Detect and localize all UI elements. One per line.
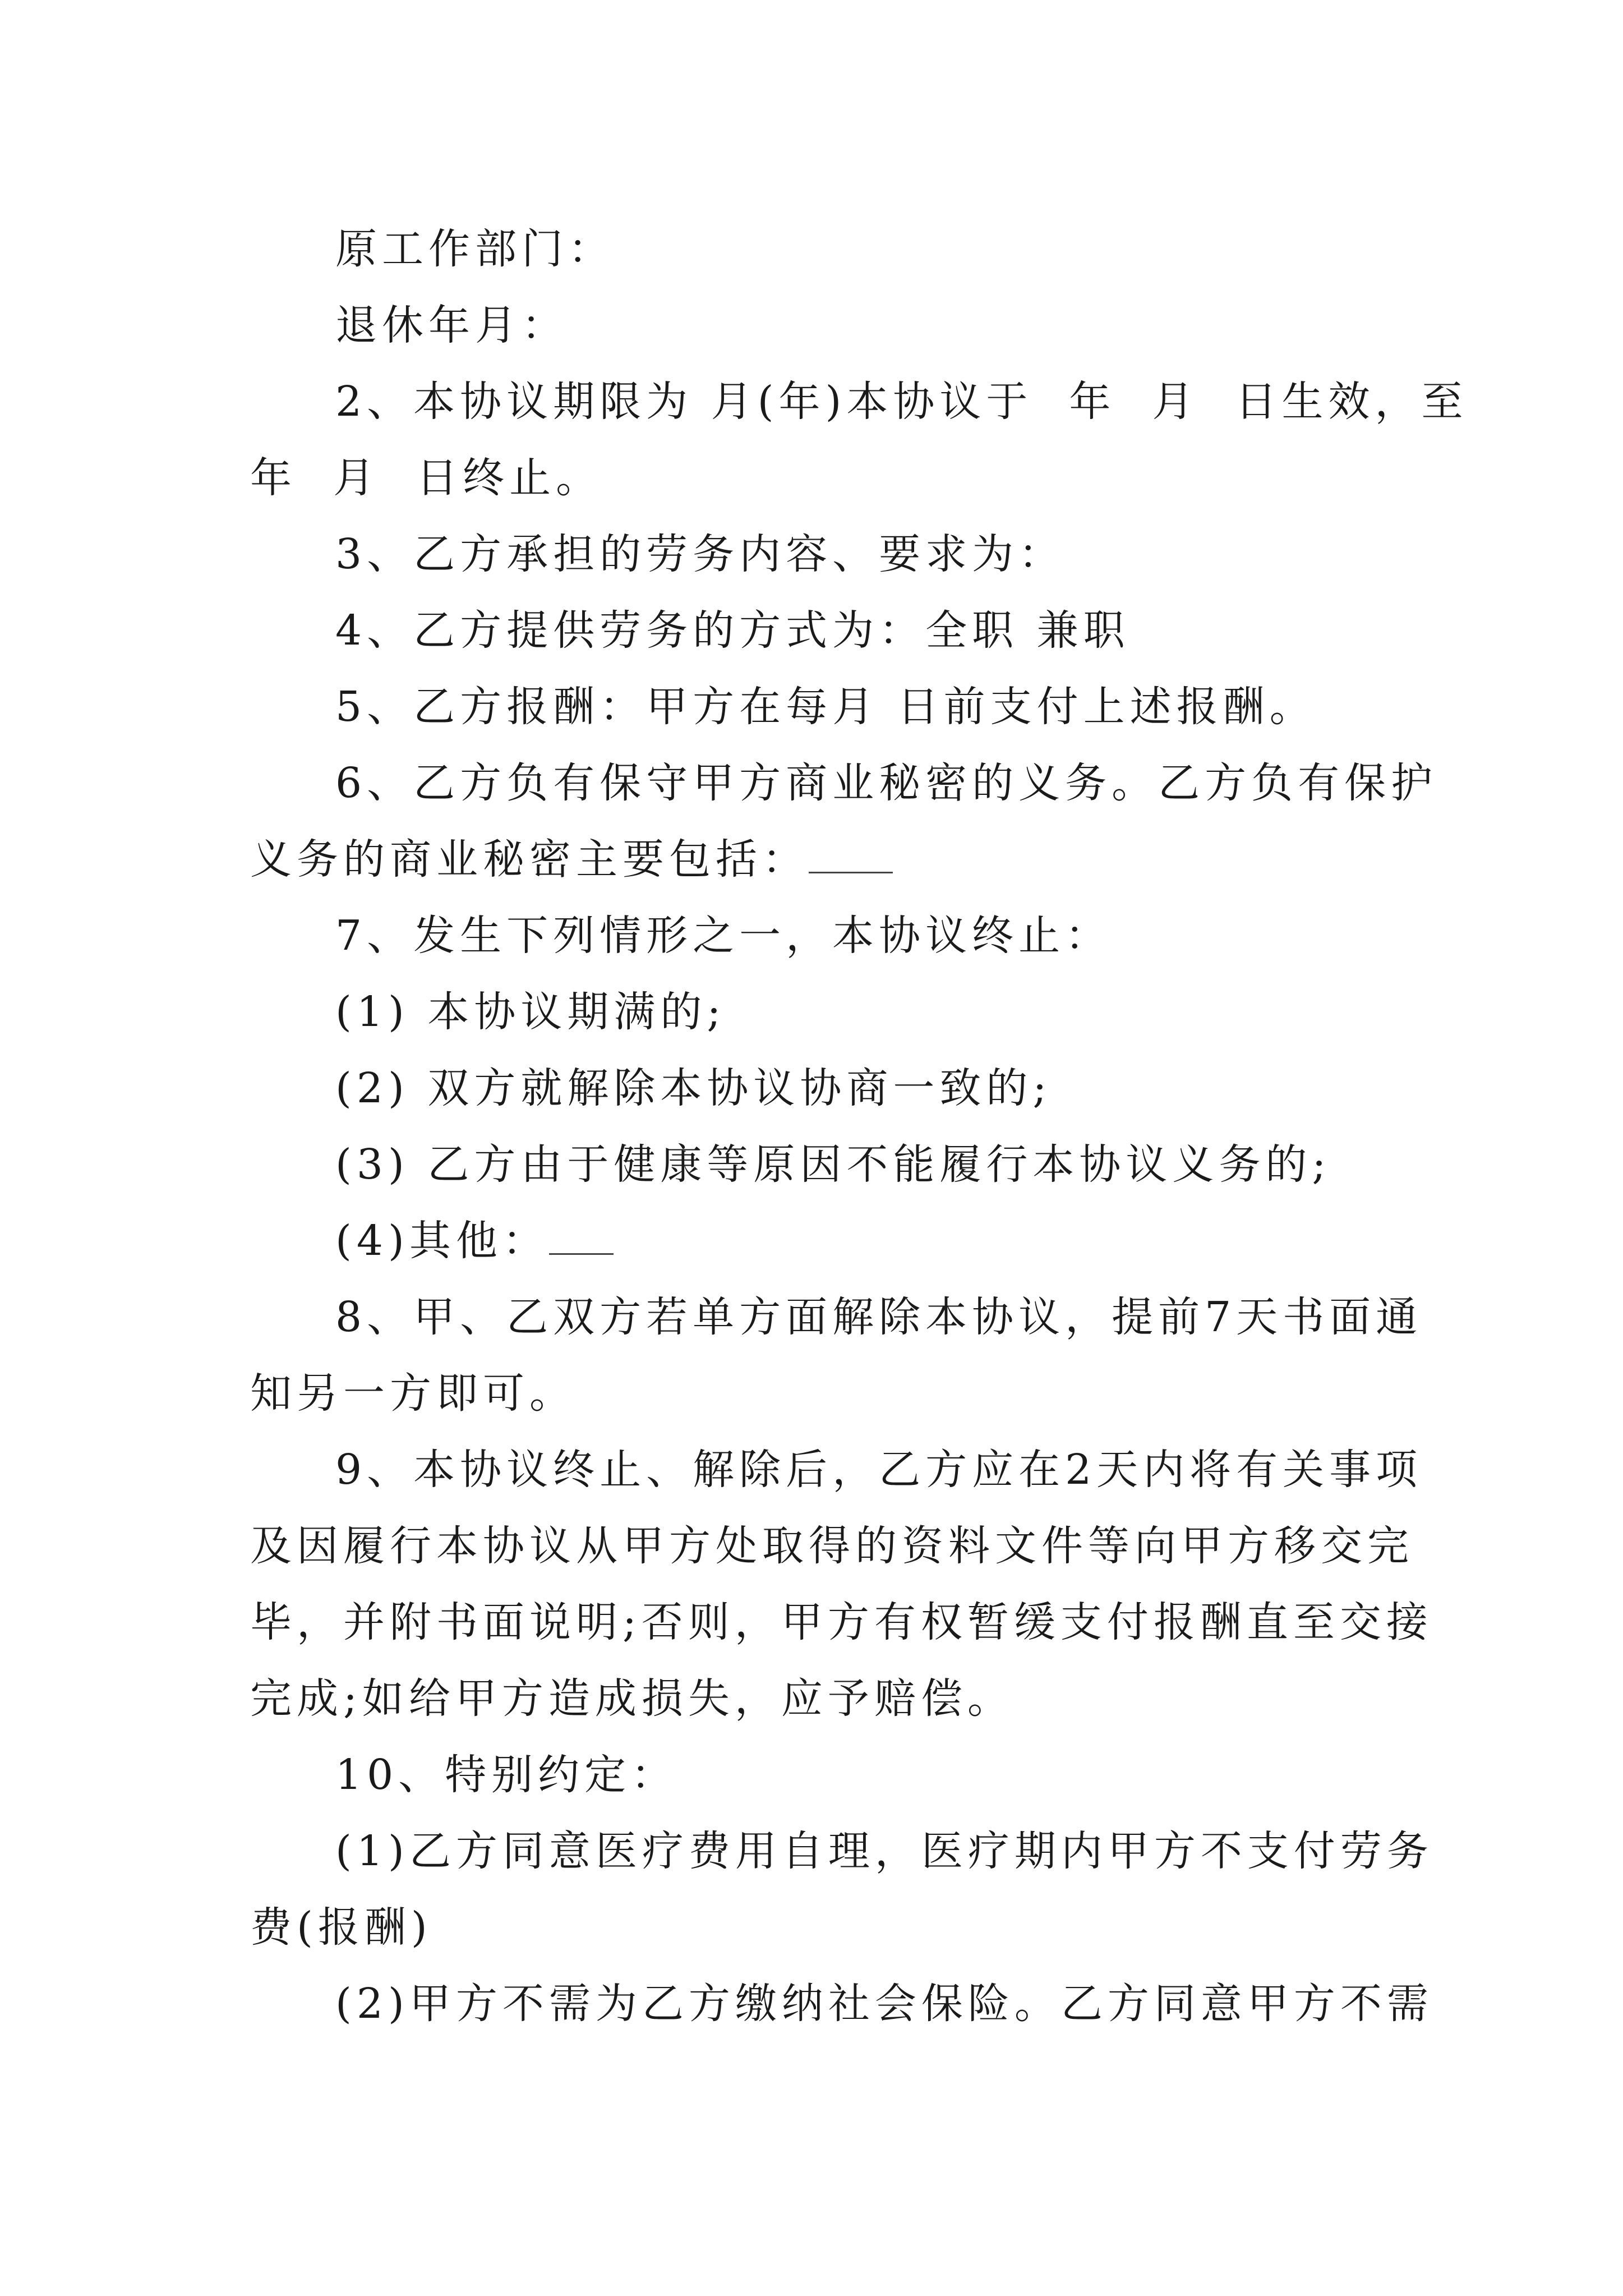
line-clause-9a: 9、本协议终止、解除后，乙方应在2天内将有关事项 xyxy=(335,1446,1423,1494)
line-clause-4: 4、乙方提供劳务的方式为：全职 兼职 xyxy=(335,606,1130,655)
line-clause-7: 7、发生下列情形之一，本协议终止： xyxy=(335,912,1112,960)
line-clause-10-item-1a: (1)乙方同意医疗费用自理，医疗期内甲方不支付劳务 xyxy=(335,1827,1433,1875)
line-clause-7-item-2: (2) 双方就解除本协议协商一致的; xyxy=(335,1064,1052,1112)
line-clause-9d: 完成;如给甲方造成损失，应予赔偿。 xyxy=(250,1674,1014,1723)
line-clause-2a: 2、本协议期限为 月(年)本协议于 年 月 日生效，至 xyxy=(335,378,1468,426)
line-retirement-date: 退休年月： xyxy=(335,301,568,349)
line-clause-7-item-3: (3) 乙方由于健康等原因不能履行本协议义务的; xyxy=(335,1140,1331,1189)
line-clause-9b: 及因履行本协议从甲方处取得的资料文件等向甲方移交完 xyxy=(250,1522,1414,1570)
line-clause-3: 3、乙方承担的劳务内容、要求为： xyxy=(335,530,1066,578)
line-clause-6b: 义务的商业秘密主要包括： xyxy=(250,821,1394,898)
fill-in-blank xyxy=(809,832,893,873)
line-clause-10-item-2: (2)甲方不需为乙方缴纳社会保险。乙方同意甲方不需 xyxy=(335,1980,1433,2028)
line-clause-7-item-4: (4)其他： xyxy=(250,1203,1394,1279)
line-clause-10-item-1b: 费(报酬) xyxy=(250,1903,432,1952)
line-clause-7-item-1: (1) 本协议期满的; xyxy=(335,988,726,1036)
line-clause-9c: 毕，并附书面说明;否则，甲方有权暂缓支付报酬直至交接 xyxy=(250,1598,1433,1646)
line-clause-10: 10、特别约定： xyxy=(335,1751,678,1799)
line-clause-8b: 知另一方即可。 xyxy=(250,1369,576,1418)
line-original-department: 原工作部门： xyxy=(335,225,615,273)
document-page xyxy=(250,211,1468,2042)
fill-in-blank xyxy=(549,1214,614,1255)
line-clause-2b: 年 月 日终止。 xyxy=(250,454,603,502)
line-clause-8a: 8、甲、乙双方若单方面解除本协议，提前7天书面通 xyxy=(335,1293,1423,1341)
line-clause-5: 5、乙方报酬：甲方在每月 日前支付上述报酬。 xyxy=(335,683,1316,731)
line-clause-6a: 6、乙方负有保守甲方商业秘密的义务。乙方负有保护 xyxy=(335,759,1438,807)
